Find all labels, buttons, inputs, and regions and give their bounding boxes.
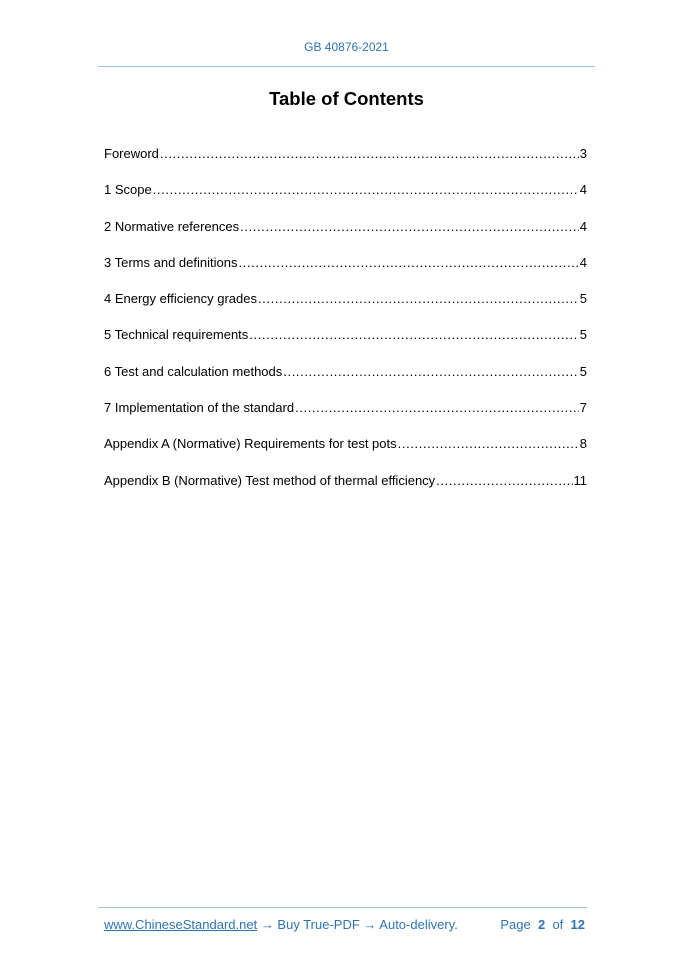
toc-entry-foreword[interactable] <box>104 145 587 181</box>
dot-leader <box>258 290 579 308</box>
toc-label: 2 Normative references <box>104 218 240 234</box>
header-divider <box>98 66 595 67</box>
toc-page: 4 <box>579 218 587 234</box>
toc-label: 5 Technical requirements <box>104 327 249 343</box>
toc-entry-implementation[interactable] <box>104 399 587 435</box>
toc-label: 3 Terms and definitions <box>104 254 238 270</box>
total-pages: 12 <box>570 917 585 932</box>
website-link[interactable]: www.ChineseStandard.net <box>104 917 258 932</box>
dot-leader <box>398 435 579 453</box>
toc-page: 3 <box>579 146 587 161</box>
page-footer <box>104 917 585 932</box>
toc-label: 6 Test and calculation methods <box>104 363 283 379</box>
dot-leader <box>240 218 579 236</box>
toc-label: 4 Energy efficiency grades <box>104 291 257 307</box>
footer-tagline: → Buy True-PDF → Auto-delivery. <box>257 917 458 932</box>
dot-leader <box>436 472 572 490</box>
toc-entry-normative-references[interactable] <box>104 218 587 254</box>
toc-entry-scope[interactable] <box>104 181 587 217</box>
toc-entry-technical-requirements[interactable] <box>104 326 587 362</box>
dot-leader <box>249 326 578 344</box>
of-word: of <box>552 917 564 932</box>
toc-label: Appendix A (Normative) Requirements for test pots <box>104 436 397 452</box>
toc-label: 7 Implementation of the standard <box>104 400 295 416</box>
toc-page: 5 <box>579 327 587 343</box>
toc-entry-energy-efficiency-grades[interactable] <box>104 290 587 326</box>
page-indicator <box>500 917 585 932</box>
current-page: 2 <box>537 917 546 932</box>
toc-entry-terms-definitions[interactable] <box>104 254 587 290</box>
toc-page: 5 <box>579 291 587 307</box>
toc-page: 4 <box>579 254 587 270</box>
dot-leader <box>153 181 579 199</box>
document-code: GB 40876-2021 <box>304 40 389 54</box>
dot-leader <box>283 363 579 381</box>
toc-page: 4 <box>579 182 587 198</box>
dot-leader <box>238 254 578 272</box>
toc-label: 1 Scope <box>104 182 152 198</box>
footer-divider <box>98 907 587 908</box>
footer-left <box>104 917 458 932</box>
toc-label: Foreword <box>104 146 159 161</box>
toc-page: 7 <box>579 400 587 416</box>
toc-entry-appendix-b[interactable] <box>104 472 587 508</box>
toc-page: 5 <box>579 363 587 379</box>
table-of-contents <box>104 145 587 508</box>
toc-page: 11 <box>573 472 587 488</box>
page-title: Table of Contents <box>269 88 424 109</box>
dot-leader <box>160 145 579 163</box>
dot-leader <box>295 399 579 417</box>
toc-label: Appendix B (Normative) Test method of thermal efficiency <box>104 472 436 488</box>
toc-page: 8 <box>579 436 587 452</box>
toc-entry-test-methods[interactable] <box>104 363 587 399</box>
page-word: Page <box>500 917 531 932</box>
toc-entry-appendix-a[interactable] <box>104 435 587 471</box>
